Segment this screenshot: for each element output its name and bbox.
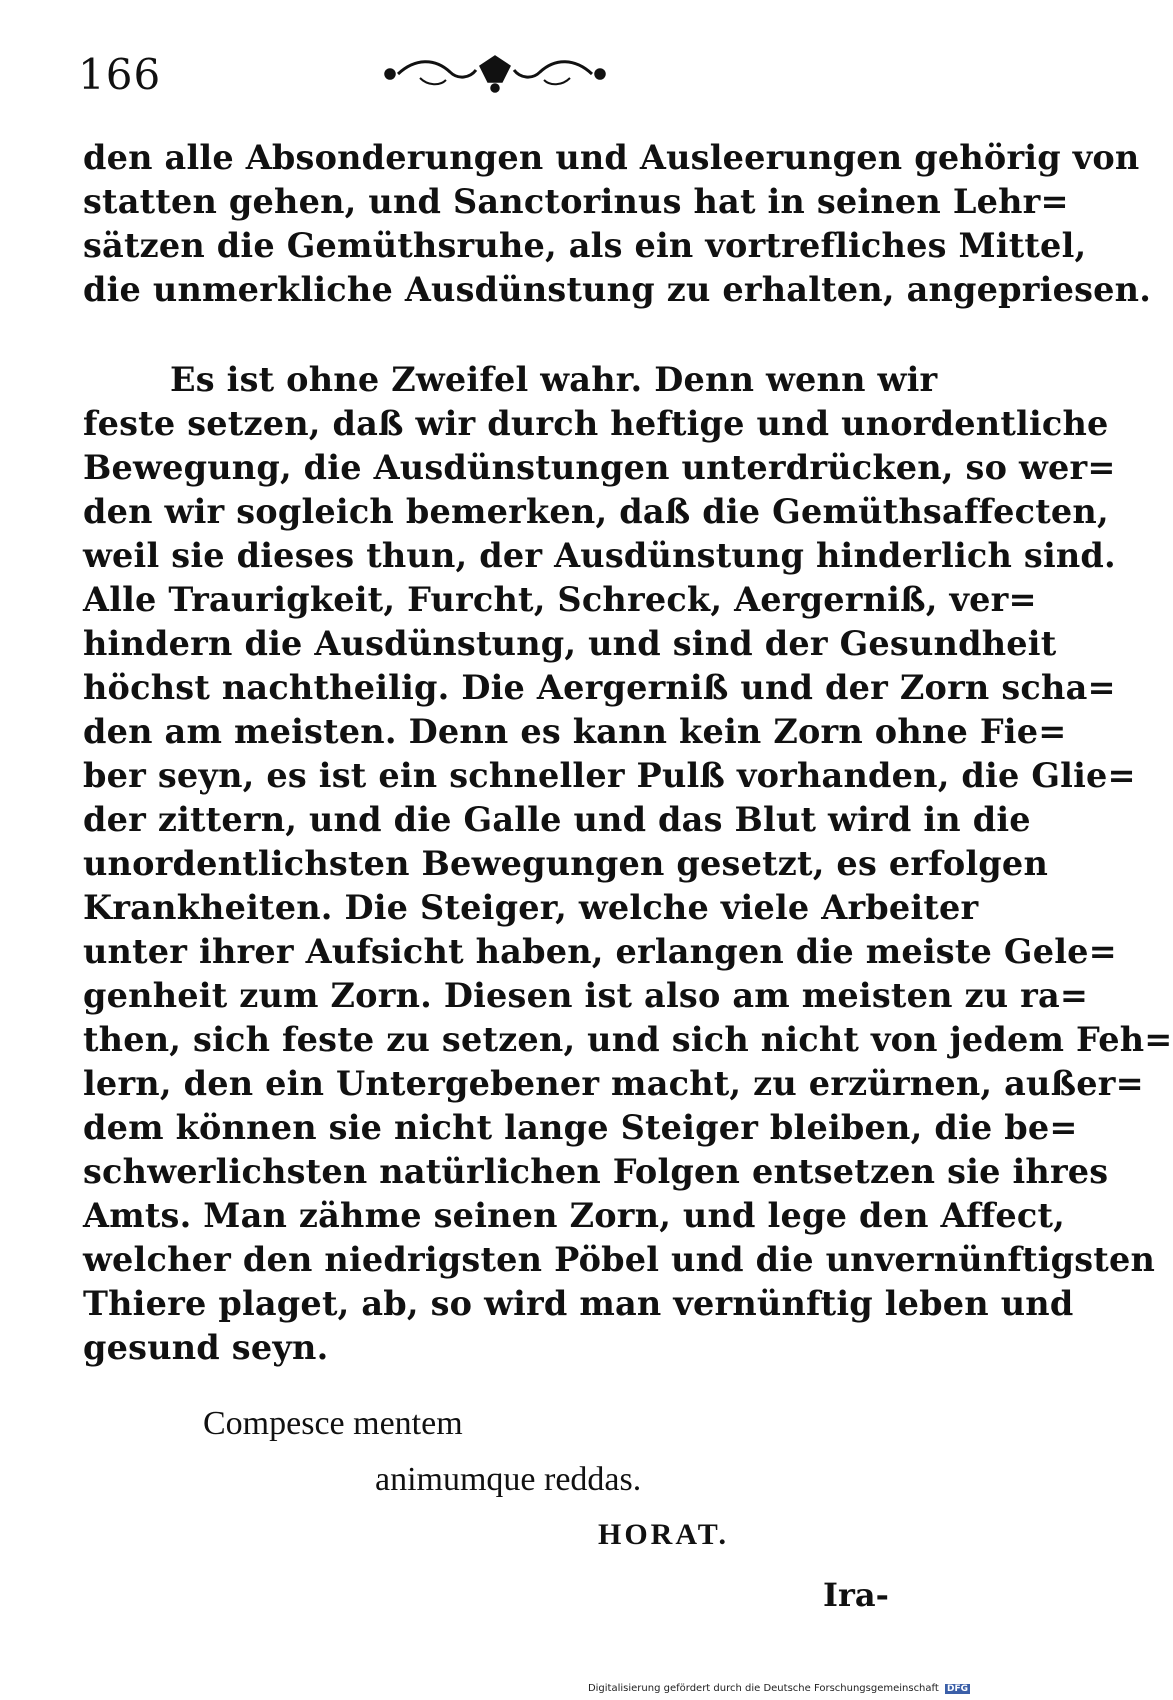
- text-line: schwerlichsten natürlichen Folgen entsetzen sie ihres: [83, 1152, 1109, 1191]
- text-line: ber seyn, es ist ein schneller Pulß vorhanden, die Glie=: [83, 756, 1136, 795]
- page-number: 166: [78, 50, 162, 99]
- text-line: unordentlichsten Bewegungen gesetzt, es erfolgen: [83, 844, 1049, 883]
- text-line: statten gehen, und Sanctorinus hat in seinen Lehr=: [83, 182, 1069, 221]
- text-line: die unmerkliche Ausdünstung zu erhalten, angepriesen.: [83, 270, 1152, 309]
- text-line: Bewegung, die Ausdünstungen unterdrücken, so wer=: [83, 448, 1116, 487]
- footer-credit: [588, 1683, 970, 1694]
- text-line: Es ist ohne Zweifel wahr. Denn wenn wir: [170, 360, 938, 399]
- dfg-logo-badge: DFG: [946, 1684, 968, 1694]
- text-line: den wir sogleich bemerken, daß die Gemüthsaffecten,: [83, 492, 1109, 531]
- text-line: weil sie dieses thun, der Ausdünstung hinderlich sind.: [83, 536, 1116, 575]
- quote-author: HORAT.: [598, 1518, 730, 1551]
- text-line: lern, den ein Untergebener macht, zu erzürnen, außer=: [83, 1064, 1144, 1103]
- quote-line-1: Compesce mentem: [203, 1405, 463, 1442]
- text-line: Thiere plaget, ab, so wird man vernünftig leben und: [83, 1284, 1074, 1323]
- text-line: höchst nachtheilig. Die Aergerniß und der Zorn scha=: [83, 668, 1116, 707]
- text-line: genheit zum Zorn. Diesen ist also am meisten zu ra=: [83, 976, 1089, 1015]
- text-line: hindern die Ausdünstung, und sind der Gesundheit: [83, 624, 1057, 663]
- text-line: den alle Absonderungen und Ausleerungen gehörig von: [83, 138, 1140, 177]
- text-line: sätzen die Gemüthsruhe, als ein vortrefliches Mittel,: [83, 226, 1087, 265]
- text-line: gesund seyn.: [83, 1328, 329, 1367]
- text-line: feste setzen, daß wir durch heftige und unordentliche: [83, 404, 1109, 443]
- text-line: Alle Traurigkeit, Furcht, Schreck, Aergerniß, ver=: [83, 580, 1037, 619]
- text-line: dem können sie nicht lange Steiger bleiben, die be=: [83, 1108, 1078, 1147]
- text-line: den am meisten. Denn es kann kein Zorn ohne Fie=: [83, 712, 1067, 751]
- text-line: Amts. Man zähme seinen Zorn, und lege den Affect,: [83, 1196, 1066, 1235]
- text-line: welcher den niedrigsten Pöbel und die unvernünftigsten: [83, 1240, 1156, 1279]
- text-line: Krankheiten. Die Steiger, welche viele Arbeiter: [83, 888, 979, 927]
- text-line: unter ihrer Aufsicht haben, erlangen die meiste Gele=: [83, 932, 1117, 971]
- quote-line-2: animumque reddas.: [375, 1461, 642, 1498]
- text-line: then, sich feste zu setzen, und sich nicht von jedem Feh=: [83, 1020, 1173, 1059]
- catchword: Ira-: [823, 1576, 889, 1614]
- decorative-ornament-icon: [380, 52, 610, 96]
- text-line: der zittern, und die Galle und das Blut wird in die: [83, 800, 1031, 839]
- footer-credit-text: Digitalisierung gefördert durch die Deutsche Forschungsgemeinschaft: [587, 1683, 939, 1694]
